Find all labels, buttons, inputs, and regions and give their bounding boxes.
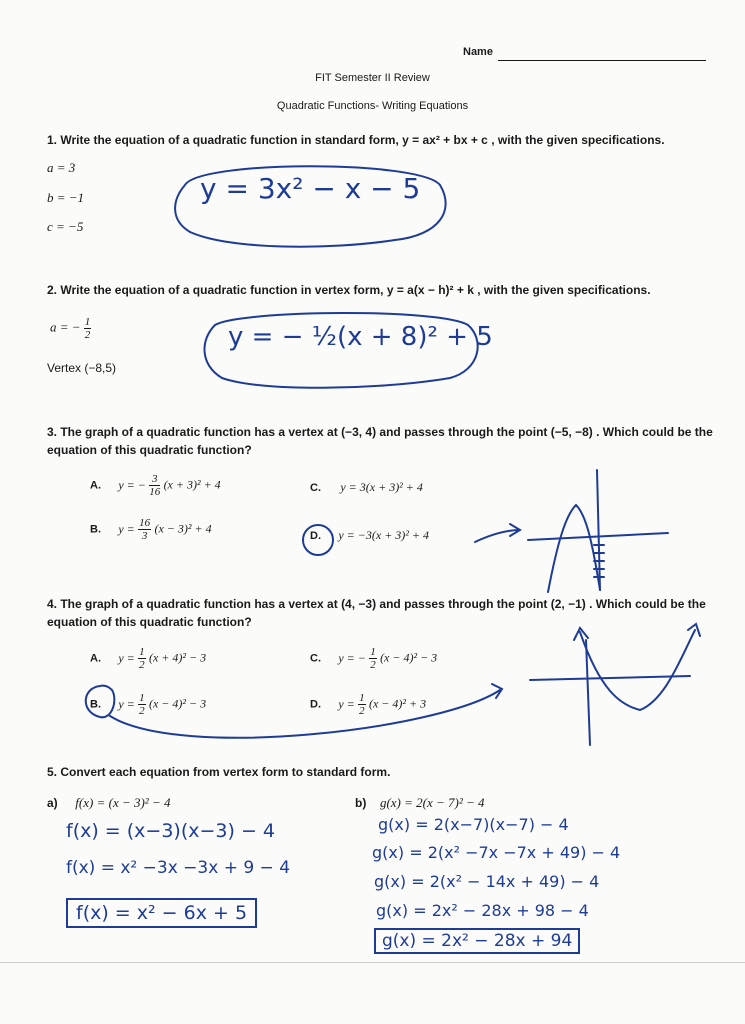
- q3-option-b-num: 16: [139, 517, 151, 529]
- bottom-divider: [0, 962, 745, 963]
- q5a-boxed-answer: f(x) = x² − 6x + 5: [66, 898, 257, 928]
- q2-answer-circle: [205, 313, 478, 388]
- q4-prompt-line2: equation of this quadratic function?: [47, 615, 252, 629]
- q2-prompt: 2. Write the equation of a quadratic function in vertex form, y = a(x − h)² + k , with the given specifications.: [47, 283, 651, 297]
- q4-option-c-den: 2: [370, 659, 376, 671]
- course-title: FIT Semester II Review: [315, 72, 430, 84]
- q3-sketch-parabola: [548, 505, 600, 592]
- q4-option-b-den: 2: [139, 705, 145, 717]
- q1-spec-c: c = −5: [47, 219, 84, 234]
- q4-option-d-pre: y =: [338, 696, 355, 711]
- q5b-work-line1: g(x) = 2(x−7)(x−7) − 4: [378, 815, 569, 834]
- q3-option-a-den: 16: [149, 486, 161, 498]
- q1-handwritten-answer: y = 3x² − x − 5: [200, 172, 421, 205]
- q3-option-c-post: y = 3(x + 3)² + 4: [340, 480, 423, 494]
- q4-option-c-pre: y = −: [338, 650, 366, 665]
- q4-option-c-label: C.: [310, 652, 321, 665]
- q5b-work-line2: g(x) = 2(x² −7x −7x + 49) − 4: [372, 843, 621, 862]
- q4-option-a-den: 2: [139, 659, 145, 671]
- q3-option-d-post: y = −3(x + 3)² + 4: [338, 528, 429, 542]
- topic-title: Quadratic Functions- Writing Equations: [276, 100, 469, 112]
- q1-spec-a: a = 3: [47, 160, 76, 175]
- q1-spec-b: b = −1: [47, 190, 85, 205]
- q3-option-a-label: A.: [90, 479, 101, 492]
- q4-option-d-label: D.: [310, 698, 321, 711]
- q3-prompt-line2: equation of this quadratic function?: [47, 443, 252, 457]
- q4-option-a-num: 1: [139, 646, 145, 658]
- q3-option-a-num: 3: [149, 473, 160, 486]
- q4-arrow: [110, 684, 502, 738]
- q3-arrow: [475, 524, 520, 542]
- q3-option-d-circle: [303, 525, 333, 555]
- q3-option-d-label: D.: [310, 530, 321, 542]
- q5b-boxed-answer: g(x) = 2x² − 28x + 94: [374, 928, 580, 954]
- q2-vertex: Vertex (−8,5): [47, 361, 117, 375]
- q3-option-b-label: B.: [90, 523, 101, 536]
- q5-prompt: 5. Convert each equation from vertex form to standard form.: [47, 765, 391, 779]
- q4-option-d-num: 1: [359, 692, 365, 704]
- q2-a-label: a = −: [50, 319, 81, 335]
- q5b-label: b): [355, 796, 367, 810]
- q3-prompt-line1: 3. The graph of a quadratic function has a vertex at (−3, 4) and passes through the point (−5, −8) . Which could be the: [47, 425, 713, 439]
- q4-option-a-post: (x + 4)² − 3: [148, 650, 207, 665]
- q4-option-c-num: 1: [370, 646, 376, 658]
- q3-option-b-den: 3: [141, 530, 148, 542]
- q4-option-a-label: A.: [90, 652, 101, 665]
- q5b-work-line3: g(x) = 2(x² − 14x + 49) − 4: [374, 872, 600, 891]
- q2-a-num: 1: [84, 316, 91, 328]
- q4-option-b-label: B.: [90, 698, 101, 711]
- q3-option-c-label: C.: [310, 482, 321, 494]
- name-label: Name: [463, 46, 493, 58]
- q1-answer-circle: [175, 166, 446, 246]
- q2-handwritten-answer: y = − ½(x + 8)² + 5: [228, 322, 493, 352]
- q4-option-d-den: 2: [359, 705, 365, 717]
- q4-option-b-post: (x − 4)² − 3: [148, 696, 207, 711]
- q4-option-d-post: (x − 4)² + 3: [368, 696, 427, 711]
- q2-a-den: 2: [84, 329, 91, 341]
- q5a-work-line2: f(x) = x² −3x −3x + 9 − 4: [66, 858, 291, 878]
- q4-sketch-parabola: [580, 630, 695, 710]
- q5a-given-equation: f(x) = (x − 3)² − 4: [75, 795, 171, 810]
- q5a-work-line1: f(x) = (x−3)(x−3) − 4: [66, 820, 275, 842]
- q4-option-b-circle: [86, 686, 115, 718]
- q4-prompt-line1: 4. The graph of a quadratic function has a vertex at (4, −3) and passes through the point (2, −1) . Which could be the: [47, 597, 706, 611]
- q4-option-b-num: 1: [139, 692, 145, 704]
- q4-sketch-x-axis: [530, 676, 690, 680]
- q5b-work-line4: g(x) = 2x² − 28x + 98 − 4: [376, 901, 589, 920]
- q5a-label: a): [47, 796, 58, 810]
- q4-option-a-pre: y =: [118, 650, 135, 665]
- q4-option-b-pre: y =: [118, 696, 135, 711]
- q3-option-a-pre: y = −: [118, 477, 146, 492]
- q3-option-b-post: (x − 3)² + 4: [154, 521, 212, 536]
- q3-option-b-pre: y =: [118, 521, 135, 536]
- q4-option-c-post: (x − 4)² − 3: [380, 650, 438, 665]
- q1-prompt: 1. Write the equation of a quadratic function in standard form, y = ax² + bx + c , with the given specifications.: [47, 133, 665, 147]
- q3-option-a-post: (x + 3)² + 4: [163, 477, 221, 492]
- q5b-given-equation: g(x) = 2(x − 7)² − 4: [379, 795, 485, 810]
